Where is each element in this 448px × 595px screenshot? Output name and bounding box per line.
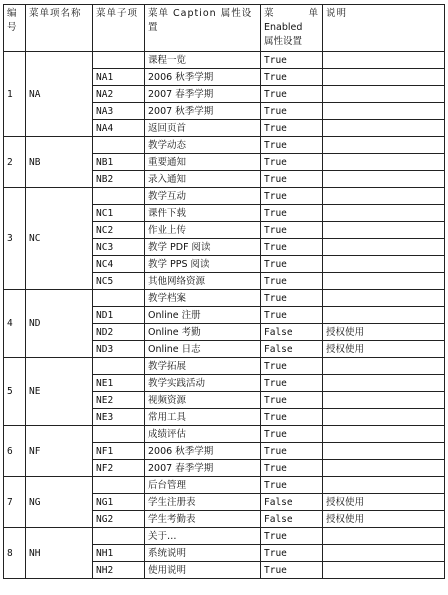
note-text bbox=[323, 120, 445, 137]
submenu-cell bbox=[93, 137, 145, 154]
submenu-id: NG2 bbox=[93, 511, 145, 528]
table-row bbox=[4, 290, 445, 307]
note-text bbox=[323, 239, 445, 256]
submenu-id: NB1 bbox=[93, 154, 145, 171]
submenu-caption: 2007 秋季学期 bbox=[145, 103, 261, 120]
submenu-id: NF2 bbox=[93, 460, 145, 477]
menu-name: NC bbox=[26, 188, 93, 290]
table-row bbox=[4, 426, 445, 443]
enabled-value: True bbox=[261, 137, 323, 154]
table-body bbox=[4, 52, 445, 579]
submenu-caption: 2007 春季学期 bbox=[145, 86, 261, 103]
header-enabled-setting: 属性设置 bbox=[264, 36, 303, 47]
menu-number: 7 bbox=[4, 477, 26, 528]
note-text bbox=[323, 545, 445, 562]
submenu-caption: 2006 秋季学期 bbox=[145, 69, 261, 86]
table-row bbox=[4, 137, 445, 154]
submenu-caption: 使用说明 bbox=[145, 562, 261, 579]
submenu-cell bbox=[93, 188, 145, 205]
table-row bbox=[4, 358, 445, 375]
menu-number: 2 bbox=[4, 137, 26, 188]
header-enabled-char-1: 菜 bbox=[264, 8, 275, 19]
submenu-caption: 作业上传 bbox=[145, 222, 261, 239]
table-row bbox=[4, 528, 445, 545]
submenu-id: NH1 bbox=[93, 545, 145, 562]
enabled-value: True bbox=[261, 409, 323, 426]
note-text bbox=[323, 460, 445, 477]
submenu-id: NA2 bbox=[93, 86, 145, 103]
submenu-id: NA3 bbox=[93, 103, 145, 120]
enabled-value: True bbox=[261, 375, 323, 392]
note-text bbox=[323, 443, 445, 460]
enabled-value: True bbox=[261, 307, 323, 324]
enabled-value: True bbox=[261, 239, 323, 256]
submenu-cell bbox=[93, 358, 145, 375]
enabled-value: True bbox=[261, 477, 323, 494]
submenu-caption: 教学 PDF 阅读 bbox=[145, 239, 261, 256]
note-text bbox=[323, 103, 445, 120]
note-text bbox=[323, 528, 445, 545]
note-text bbox=[323, 358, 445, 375]
header-row bbox=[4, 5, 445, 52]
header-menu-name: 菜单项名称 bbox=[26, 5, 93, 52]
enabled-value: True bbox=[261, 69, 323, 86]
enabled-value: True bbox=[261, 392, 323, 409]
note-text: 授权使用 bbox=[323, 494, 445, 511]
enabled-value: True bbox=[261, 222, 323, 239]
submenu-id: NB2 bbox=[93, 171, 145, 188]
submenu-cell bbox=[93, 528, 145, 545]
submenu-id: NG1 bbox=[93, 494, 145, 511]
enabled-value: True bbox=[261, 52, 323, 69]
enabled-value: True bbox=[261, 545, 323, 562]
enabled-value: True bbox=[261, 256, 323, 273]
enabled-value: True bbox=[261, 154, 323, 171]
note-text bbox=[323, 52, 445, 69]
enabled-value: True bbox=[261, 562, 323, 579]
note-text bbox=[323, 273, 445, 290]
menu-properties-table bbox=[3, 4, 445, 579]
submenu-id: NC1 bbox=[93, 205, 145, 222]
note-text bbox=[323, 154, 445, 171]
header-enabled bbox=[261, 5, 323, 52]
header-number: 编号 bbox=[4, 5, 26, 52]
submenu-id: NA4 bbox=[93, 120, 145, 137]
submenu-cell bbox=[93, 426, 145, 443]
submenu-cell bbox=[93, 477, 145, 494]
submenu-id: NC2 bbox=[93, 222, 145, 239]
enabled-value: False bbox=[261, 511, 323, 528]
submenu-id: ND3 bbox=[93, 341, 145, 358]
submenu-cell bbox=[93, 290, 145, 307]
menu-name: NH bbox=[26, 528, 93, 579]
submenu-caption: 学生考勤表 bbox=[145, 511, 261, 528]
submenu-caption: 教学 PPS 阅读 bbox=[145, 256, 261, 273]
submenu-caption: 返回页首 bbox=[145, 120, 261, 137]
note-text bbox=[323, 290, 445, 307]
header-enabled-word: Enabled bbox=[264, 22, 303, 33]
enabled-value: True bbox=[261, 460, 323, 477]
submenu-caption: 2006 秋季学期 bbox=[145, 443, 261, 460]
header-enabled-char-2: 单 bbox=[308, 8, 319, 19]
header-submenu: 菜单子项 bbox=[93, 5, 145, 52]
submenu-caption: 学生注册表 bbox=[145, 494, 261, 511]
submenu-caption: 2007 春季学期 bbox=[145, 460, 261, 477]
note-text bbox=[323, 86, 445, 103]
submenu-caption: 系统说明 bbox=[145, 545, 261, 562]
table-row bbox=[4, 188, 445, 205]
menu-name: NE bbox=[26, 358, 93, 426]
submenu-caption: 录入通知 bbox=[145, 171, 261, 188]
enabled-value: True bbox=[261, 120, 323, 137]
menu-number: 5 bbox=[4, 358, 26, 426]
submenu-caption: 常用工具 bbox=[145, 409, 261, 426]
menu-name: NF bbox=[26, 426, 93, 477]
menu-name: NG bbox=[26, 477, 93, 528]
menu-name: NA bbox=[26, 52, 93, 137]
enabled-value: True bbox=[261, 86, 323, 103]
menu-name: ND bbox=[26, 290, 93, 358]
enabled-value: True bbox=[261, 358, 323, 375]
header-caption: 菜单 Caption 属性设置 bbox=[145, 5, 261, 52]
submenu-caption: 其他网络资源 bbox=[145, 273, 261, 290]
enabled-value: True bbox=[261, 443, 323, 460]
submenu-caption: Online 注册 bbox=[145, 307, 261, 324]
menu-number: 8 bbox=[4, 528, 26, 579]
note-text bbox=[323, 392, 445, 409]
submenu-id: NE1 bbox=[93, 375, 145, 392]
note-text bbox=[323, 137, 445, 154]
enabled-value: False bbox=[261, 324, 323, 341]
menu-caption: 教学档案 bbox=[145, 290, 261, 307]
header-note: 说明 bbox=[323, 5, 445, 52]
enabled-value: True bbox=[261, 188, 323, 205]
note-text bbox=[323, 222, 445, 239]
note-text bbox=[323, 375, 445, 392]
submenu-id: NE3 bbox=[93, 409, 145, 426]
menu-number: 1 bbox=[4, 52, 26, 137]
submenu-id: ND1 bbox=[93, 307, 145, 324]
enabled-value: True bbox=[261, 426, 323, 443]
enabled-value: False bbox=[261, 494, 323, 511]
note-text bbox=[323, 188, 445, 205]
submenu-caption: 重要通知 bbox=[145, 154, 261, 171]
enabled-value: True bbox=[261, 528, 323, 545]
menu-caption: 后台管理 bbox=[145, 477, 261, 494]
note-text bbox=[323, 171, 445, 188]
note-text bbox=[323, 409, 445, 426]
submenu-caption: 课件下载 bbox=[145, 205, 261, 222]
note-text bbox=[323, 426, 445, 443]
submenu-caption: Online 日志 bbox=[145, 341, 261, 358]
menu-caption: 教学动态 bbox=[145, 137, 261, 154]
submenu-id: NE2 bbox=[93, 392, 145, 409]
submenu-id: ND2 bbox=[93, 324, 145, 341]
note-text bbox=[323, 69, 445, 86]
note-text: 授权使用 bbox=[323, 324, 445, 341]
note-text: 授权使用 bbox=[323, 511, 445, 528]
note-text bbox=[323, 307, 445, 324]
menu-number: 6 bbox=[4, 426, 26, 477]
submenu-id: NC3 bbox=[93, 239, 145, 256]
submenu-id: NF1 bbox=[93, 443, 145, 460]
menu-caption: 教学拓展 bbox=[145, 358, 261, 375]
enabled-value: True bbox=[261, 273, 323, 290]
note-text: 授权使用 bbox=[323, 341, 445, 358]
menu-caption: 课程一览 bbox=[145, 52, 261, 69]
submenu-caption: 视频资源 bbox=[145, 392, 261, 409]
enabled-value: False bbox=[261, 341, 323, 358]
menu-name: NB bbox=[26, 137, 93, 188]
submenu-caption: Online 考勤 bbox=[145, 324, 261, 341]
submenu-cell bbox=[93, 52, 145, 69]
submenu-id: NH2 bbox=[93, 562, 145, 579]
submenu-id: NC5 bbox=[93, 273, 145, 290]
menu-caption: 关于… bbox=[145, 528, 261, 545]
submenu-caption: 教学实践活动 bbox=[145, 375, 261, 392]
menu-number: 3 bbox=[4, 188, 26, 290]
note-text bbox=[323, 477, 445, 494]
table-row bbox=[4, 477, 445, 494]
note-text bbox=[323, 562, 445, 579]
submenu-id: NC4 bbox=[93, 256, 145, 273]
enabled-value: True bbox=[261, 290, 323, 307]
table-row bbox=[4, 52, 445, 69]
enabled-value: True bbox=[261, 171, 323, 188]
enabled-value: True bbox=[261, 205, 323, 222]
menu-caption: 成绩评估 bbox=[145, 426, 261, 443]
menu-caption: 教学互动 bbox=[145, 188, 261, 205]
submenu-id: NA1 bbox=[93, 69, 145, 86]
menu-number: 4 bbox=[4, 290, 26, 358]
note-text bbox=[323, 205, 445, 222]
note-text bbox=[323, 256, 445, 273]
enabled-value: True bbox=[261, 103, 323, 120]
